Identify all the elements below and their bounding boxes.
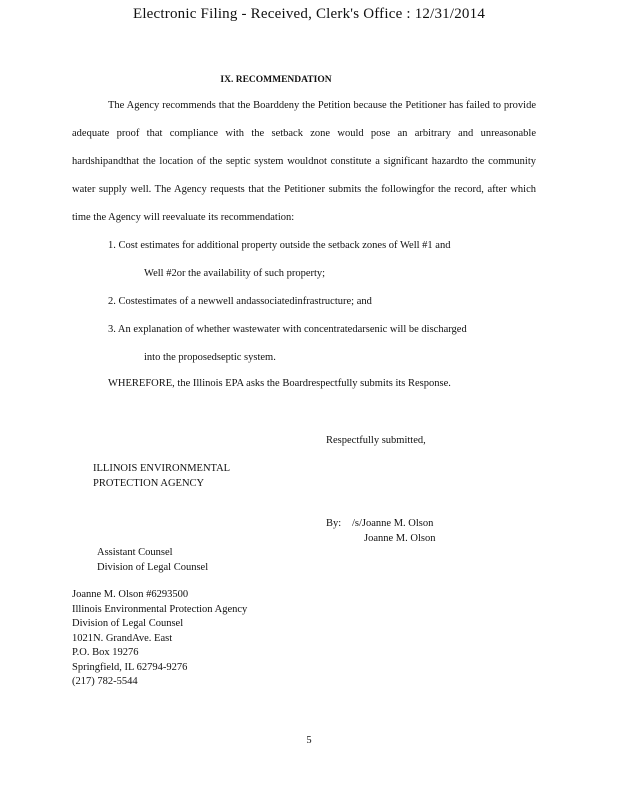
list-item-continuation: Well #2or the availability of such property; [144,268,326,279]
address-line: Springfield, IL 62794-9276 [72,661,188,673]
by-label: By: [326,518,342,529]
counsel-title-block [97,546,208,575]
agency-name-line: ILLINOIS ENVIRONMENTAL [93,463,231,474]
agency-name-line: PROTECTION AGENCY [93,477,205,489]
filing-stamp-header: Electronic Filing - Received, Clerk's Office : 12/31/2014 [132,6,486,22]
page-number: 5 [306,735,312,746]
counsel-title-line: Assistant Counsel [97,547,173,558]
list-item [108,288,536,316]
signer-name: Joanne M. Olson [364,532,436,544]
section-title: IX. RECOMMENDATION [220,75,332,85]
address-line: P.O. Box 19276 [72,647,139,658]
list-item-line: 3. An explanation of whether wastewater with concentratedarsenic will be discharged [108,324,467,335]
address-block [72,588,247,690]
recommendation-text: The Agency recommends that the Boarddeny the Petition because the Petitioner has failed to provide adequate proof that compliance with the setback zone would pose an arbitrary and unreasonable hardshipandthat the location of the septic system wouldnot constitute a significant hazardto the community water supply well. The Agency requests that the Petitioner submits the followingfor the record, after which time the Agency will reevaluate its recommendation: [72,100,536,223]
list-item-line: 1. Cost estimates for additional property outside the setback zones of Well #1 and [108,240,451,251]
list-item-line: 2. Costestimates of a newwell andassociatedinfrastructure; and [108,296,372,307]
recommendation-paragraph [72,92,536,232]
address-line: (217) 782-5544 [72,676,138,687]
address-line: Division of Legal Counsel [72,618,184,629]
list-item [108,232,536,288]
signature: /s/Joanne M. Olson [352,518,434,529]
address-line: Joanne M. Olson #6293500 [72,589,189,600]
counsel-title-line: Division of Legal Counsel [97,561,209,573]
signature-block [326,517,435,546]
list-item-continuation: into the proposedseptic system. [144,352,276,363]
respectfully-submitted: Respectfully submitted, [326,435,426,446]
list-item [108,316,536,372]
address-line: Illinois Environmental Protection Agency [72,603,248,615]
request-list [108,232,536,372]
address-line: 1021N. GrandAve. East [72,632,173,644]
agency-name-block [93,462,230,491]
wherefore-clause: WHEREFORE, the Illinois EPA asks the Boardrespectfully submits its Response. [108,378,451,389]
